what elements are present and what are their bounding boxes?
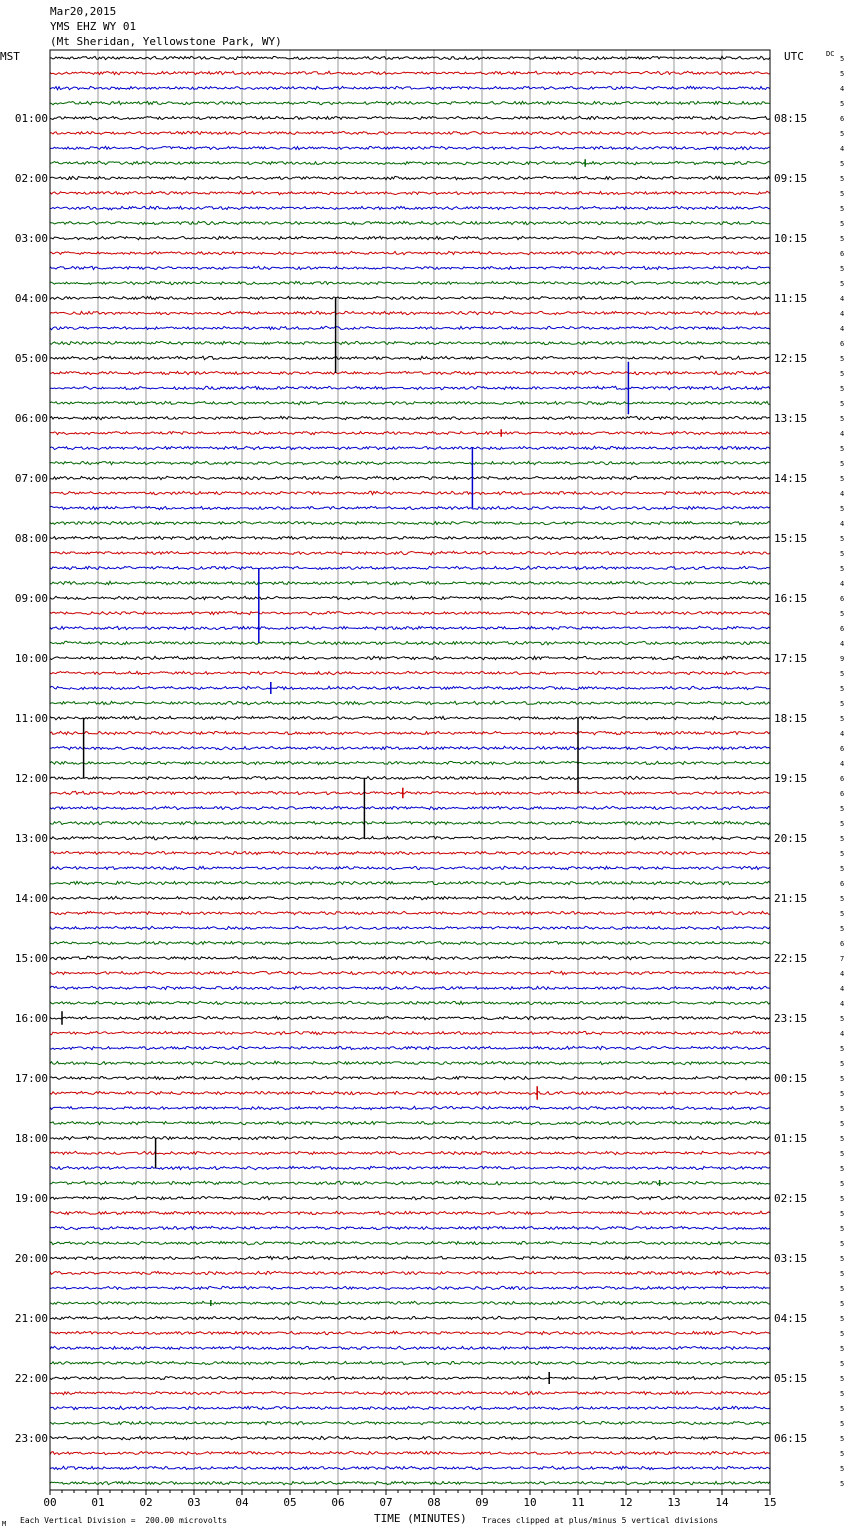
dc-offset-label: 5 (840, 700, 845, 708)
dc-offset-label: 5 (840, 925, 845, 933)
dc-offset-label: 5 (840, 1060, 845, 1068)
dc-offset-label: 5 (840, 175, 845, 183)
utc-label: 15:15 (774, 532, 808, 545)
mst-label: 16:00 (14, 1012, 48, 1025)
utc-label: 01:15 (774, 1132, 808, 1145)
trace-39 (50, 641, 770, 645)
x-tick-label: 13 (667, 1496, 681, 1509)
dc-offset-label: 5 (840, 1270, 845, 1278)
dc-offset-label: 5 (840, 205, 845, 213)
dc-offset-label: 5 (840, 1135, 845, 1143)
utc-label: 11:15 (774, 292, 808, 305)
dc-offset-label: 5 (840, 400, 845, 408)
dc-offset-label: 4 (840, 520, 845, 528)
dc-offset-label: 5 (840, 55, 845, 63)
trace-72 (50, 1136, 770, 1139)
trace-31 (50, 521, 770, 524)
trace-93 (50, 1451, 770, 1454)
trace-37 (50, 611, 770, 614)
dc-offset-label: 5 (840, 805, 845, 813)
trace-12 (50, 236, 770, 239)
utc-label: 02:15 (774, 1192, 808, 1205)
station-label: YMS EHZ WY 01 (50, 20, 137, 33)
dc-offset-label: 5 (840, 100, 845, 108)
x-tick-label: 00 (43, 1496, 57, 1509)
trace-92 (50, 1436, 770, 1439)
dc-offset-label: 4 (840, 430, 845, 438)
trace-65 (50, 1031, 770, 1034)
trace-69 (50, 1091, 770, 1094)
dc-offset-label: 5 (840, 1435, 845, 1443)
utc-label: 21:15 (774, 892, 808, 905)
trace-21 (50, 371, 770, 374)
trace-88 (50, 1376, 770, 1379)
trace-63 (50, 1001, 770, 1004)
dc-offset-label: 5 (840, 1045, 845, 1053)
trace-17 (50, 311, 770, 314)
mst-label: 07:00 (14, 472, 48, 485)
mst-label: 06:00 (14, 412, 48, 425)
trace-90 (50, 1406, 770, 1409)
trace-94 (50, 1466, 770, 1470)
trace-5 (50, 131, 770, 134)
mst-label: 13:00 (14, 832, 48, 845)
dc-offset-label: 5 (840, 1165, 845, 1173)
x-tick-label: 15 (763, 1496, 777, 1509)
dc-offset-label: 5 (840, 1390, 845, 1398)
trace-77 (50, 1211, 770, 1214)
trace-19 (50, 341, 770, 344)
dc-offset-label: 4 (840, 730, 845, 738)
mst-label: 20:00 (14, 1252, 48, 1265)
utc-label: 23:15 (774, 1012, 808, 1025)
dc-offset-label: 5 (840, 850, 845, 858)
mst-label: 15:00 (14, 952, 48, 965)
dc-offset-label: 5 (840, 1405, 845, 1413)
dc-offset-label: 5 (840, 910, 845, 918)
trace-1 (50, 71, 770, 75)
trace-48 (50, 776, 770, 779)
dc-offset-label: 5 (840, 1330, 845, 1338)
dc-offset-label: 5 (840, 565, 845, 573)
dc-offset-label: 4 (840, 145, 845, 153)
trace-85 (50, 1331, 770, 1335)
trace-70 (50, 1106, 770, 1109)
dc-offset-label: 5 (840, 1315, 845, 1323)
trace-34 (50, 566, 770, 569)
scale-note: Each Vertical Division = 200.00 microvolts (20, 1516, 228, 1525)
x-tick-label: 05 (283, 1496, 297, 1509)
dc-offset-label: 5 (840, 190, 845, 198)
dc-offset-label: 5 (840, 1360, 845, 1368)
trace-87 (50, 1361, 770, 1364)
dc-offset-label: 6 (840, 880, 845, 888)
dc-offset-label: 4 (840, 640, 845, 648)
trace-58 (50, 926, 770, 929)
dc-offset-label: 5 (840, 70, 845, 78)
trace-27 (50, 461, 770, 465)
trace-56 (50, 896, 770, 900)
trace-68 (50, 1076, 770, 1080)
mst-label: 17:00 (14, 1072, 48, 1085)
dc-offset-label: 5 (840, 610, 845, 618)
trace-16 (50, 296, 770, 299)
trace-59 (50, 941, 770, 944)
utc-axis-title: UTC (784, 50, 804, 63)
trace-9 (50, 191, 770, 194)
trace-2 (50, 86, 770, 90)
dc-offset-label: 5 (840, 1375, 845, 1383)
dc-offset-label: 5 (840, 1240, 845, 1248)
location-label: (Mt Sheridan, Yellowstone Park, WY) (50, 35, 282, 48)
trace-55 (50, 881, 770, 884)
trace-45 (50, 731, 770, 735)
trace-29 (50, 491, 770, 494)
dc-offset-label: 5 (840, 385, 845, 393)
mst-label: 08:00 (14, 532, 48, 545)
dc-offset-label: 5 (840, 355, 845, 363)
utc-label: 17:15 (774, 652, 808, 665)
trace-36 (50, 596, 770, 599)
utc-label: 18:15 (774, 712, 808, 725)
dc-offset-label: 6 (840, 250, 845, 258)
trace-30 (50, 506, 770, 509)
x-tick-label: 11 (571, 1496, 585, 1509)
trace-41 (50, 671, 770, 674)
trace-42 (50, 686, 770, 690)
dc-offset-label: 5 (840, 820, 845, 828)
dc-offset-label: 6 (840, 625, 845, 633)
trace-66 (50, 1046, 770, 1049)
trace-54 (50, 866, 770, 869)
trace-80 (50, 1256, 770, 1259)
mst-label: 09:00 (14, 592, 48, 605)
utc-label: 16:15 (774, 592, 808, 605)
dc-offset-label: 4 (840, 985, 845, 993)
trace-52 (50, 836, 770, 839)
trace-28 (50, 476, 770, 479)
dc-offset-label: 4 (840, 1000, 845, 1008)
dc-offset-label: 5 (840, 415, 845, 423)
dc-offset-label: 4 (840, 295, 845, 303)
x-tick-label: 03 (187, 1496, 201, 1509)
dc-offset-label: 5 (840, 445, 845, 453)
dc-offset-label: 5 (840, 130, 845, 138)
corner-mark: M (2, 1520, 7, 1528)
utc-label: 13:15 (774, 412, 808, 425)
dc-offset-label: 6 (840, 595, 845, 603)
trace-51 (50, 821, 770, 824)
trace-81 (50, 1271, 770, 1274)
dc-offset-label: 5 (840, 1105, 845, 1113)
trace-7 (50, 161, 770, 165)
dc-offset-label: 9 (840, 655, 845, 663)
trace-35 (50, 581, 770, 585)
utc-label: 08:15 (774, 112, 808, 125)
dc-offset-label: 5 (840, 1120, 845, 1128)
utc-label: 00:15 (774, 1072, 808, 1085)
utc-label: 10:15 (774, 232, 808, 245)
dc-offset-label: 5 (840, 1255, 845, 1263)
utc-label: 22:15 (774, 952, 808, 965)
dc-offset-label: 5 (840, 1195, 845, 1203)
dc-offset-label: 4 (840, 970, 845, 978)
x-tick-label: 09 (475, 1496, 489, 1509)
mst-label: 21:00 (14, 1312, 48, 1325)
trace-73 (50, 1151, 770, 1154)
dc-axis-title: DC (826, 50, 835, 58)
dc-offset-label: 4 (840, 580, 845, 588)
trace-11 (50, 221, 770, 224)
trace-23 (50, 401, 770, 404)
dc-offset-label: 5 (840, 220, 845, 228)
trace-46 (50, 746, 770, 750)
utc-label: 05:15 (774, 1372, 808, 1385)
trace-86 (50, 1346, 770, 1349)
trace-75 (50, 1181, 770, 1185)
trace-20 (50, 356, 770, 360)
x-tick-label: 10 (523, 1496, 537, 1509)
dc-offset-label: 6 (840, 115, 845, 123)
x-tick-label: 04 (235, 1496, 249, 1509)
trace-44 (50, 716, 770, 719)
trace-79 (50, 1241, 770, 1244)
trace-82 (50, 1286, 770, 1289)
trace-74 (50, 1166, 770, 1169)
mst-label: 18:00 (14, 1132, 48, 1145)
dc-offset-label: 5 (840, 460, 845, 468)
trace-24 (50, 416, 770, 419)
dc-offset-label: 5 (840, 670, 845, 678)
dc-offset-label: 5 (840, 370, 845, 378)
utc-label: 12:15 (774, 352, 808, 365)
trace-14 (50, 266, 770, 269)
x-tick-label: 12 (619, 1496, 633, 1509)
dc-offset-label: 5 (840, 865, 845, 873)
dc-offset-label: 5 (840, 1075, 845, 1083)
mst-label: 22:00 (14, 1372, 48, 1385)
clip-note: Traces clipped at plus/minus 5 vertical divisions (482, 1516, 719, 1525)
trace-40 (50, 656, 770, 659)
x-tick-label: 14 (715, 1496, 729, 1509)
dc-offset-label: 4 (840, 760, 845, 768)
trace-91 (50, 1421, 770, 1425)
dc-offset-label: 5 (840, 1450, 845, 1458)
x-tick-label: 08 (427, 1496, 441, 1509)
x-tick-label: 02 (139, 1496, 153, 1509)
mst-label: 03:00 (14, 232, 48, 245)
trace-60 (50, 956, 770, 959)
dc-offset-label: 5 (840, 1420, 845, 1428)
mst-axis-title: MST (0, 50, 20, 63)
trace-8 (50, 176, 770, 180)
dc-offset-label: 4 (840, 310, 845, 318)
utc-label: 04:15 (774, 1312, 808, 1325)
dc-offset-label: 5 (840, 1345, 845, 1353)
trace-43 (50, 701, 770, 705)
utc-label: 06:15 (774, 1432, 808, 1445)
trace-76 (50, 1196, 770, 1199)
dc-offset-label: 6 (840, 940, 845, 948)
utc-label: 03:15 (774, 1252, 808, 1265)
trace-47 (50, 761, 770, 764)
dc-offset-label: 5 (840, 1090, 845, 1098)
trace-3 (50, 101, 770, 105)
trace-13 (50, 251, 770, 254)
dc-offset-label: 5 (840, 1150, 845, 1158)
trace-62 (50, 986, 770, 989)
trace-6 (50, 146, 770, 150)
mst-label: 23:00 (14, 1432, 48, 1445)
trace-18 (50, 326, 770, 330)
dc-offset-label: 6 (840, 790, 845, 798)
mst-label: 14:00 (14, 892, 48, 905)
mst-label: 02:00 (14, 172, 48, 185)
trace-64 (50, 1016, 770, 1019)
trace-15 (50, 281, 770, 284)
dc-offset-label: 5 (840, 895, 845, 903)
trace-10 (50, 206, 770, 210)
trace-38 (50, 626, 770, 629)
mst-label: 01:00 (14, 112, 48, 125)
dc-offset-label: 5 (840, 835, 845, 843)
dc-offset-label: 4 (840, 325, 845, 333)
dc-offset-label: 5 (840, 1225, 845, 1233)
mst-label: 05:00 (14, 352, 48, 365)
dc-offset-label: 5 (840, 1285, 845, 1293)
dc-offset-label: 5 (840, 1465, 845, 1473)
date-label: Mar20,2015 (50, 5, 117, 18)
trace-71 (50, 1121, 770, 1125)
dc-offset-label: 5 (840, 1300, 845, 1308)
utc-label: 19:15 (774, 772, 808, 785)
dc-offset-label: 5 (840, 505, 845, 513)
trace-26 (50, 446, 770, 450)
trace-61 (50, 971, 770, 975)
dc-offset-label: 5 (840, 160, 845, 168)
utc-label: 20:15 (774, 832, 808, 845)
x-tick-label: 07 (379, 1496, 393, 1509)
mst-label: 12:00 (14, 772, 48, 785)
trace-89 (50, 1391, 770, 1395)
dc-offset-label: 5 (840, 1210, 845, 1218)
trace-83 (50, 1301, 770, 1304)
dc-offset-label: 7 (840, 955, 845, 963)
dc-offset-label: 5 (840, 1015, 845, 1023)
mst-label: 11:00 (14, 712, 48, 725)
trace-32 (50, 536, 770, 539)
trace-84 (50, 1316, 770, 1319)
utc-label: 14:15 (774, 472, 808, 485)
dc-offset-label: 4 (840, 85, 845, 93)
trace-25 (50, 431, 770, 434)
trace-53 (50, 851, 770, 855)
dc-offset-label: 5 (840, 550, 845, 558)
dc-offset-label: 4 (840, 1030, 845, 1038)
dc-offset-label: 5 (840, 535, 845, 543)
dc-offset-label: 5 (840, 475, 845, 483)
dc-offset-label: 5 (840, 280, 845, 288)
x-tick-label: 01 (91, 1496, 105, 1509)
trace-57 (50, 911, 770, 914)
trace-33 (50, 551, 770, 555)
x-tick-label: 06 (331, 1496, 345, 1509)
dc-offset-label: 5 (840, 715, 845, 723)
trace-50 (50, 806, 770, 809)
dc-offset-label: 6 (840, 340, 845, 348)
dc-offset-label: 6 (840, 775, 845, 783)
dc-offset-label: 4 (840, 490, 845, 498)
mst-label: 10:00 (14, 652, 48, 665)
trace-0 (50, 56, 770, 60)
dc-offset-label: 5 (840, 685, 845, 693)
dc-offset-label: 5 (840, 235, 845, 243)
utc-label: 09:15 (774, 172, 808, 185)
trace-95 (50, 1481, 770, 1484)
dc-offset-label: 5 (840, 265, 845, 273)
trace-49 (50, 791, 770, 794)
trace-67 (50, 1061, 770, 1065)
dc-offset-label: 6 (840, 745, 845, 753)
dc-offset-label: 5 (840, 1480, 845, 1488)
x-axis-label: TIME (MINUTES) (374, 1512, 467, 1525)
trace-22 (50, 386, 770, 389)
dc-offset-label: 5 (840, 1180, 845, 1188)
mst-label: 04:00 (14, 292, 48, 305)
trace-78 (50, 1226, 770, 1229)
mst-label: 19:00 (14, 1192, 48, 1205)
trace-4 (50, 116, 770, 119)
